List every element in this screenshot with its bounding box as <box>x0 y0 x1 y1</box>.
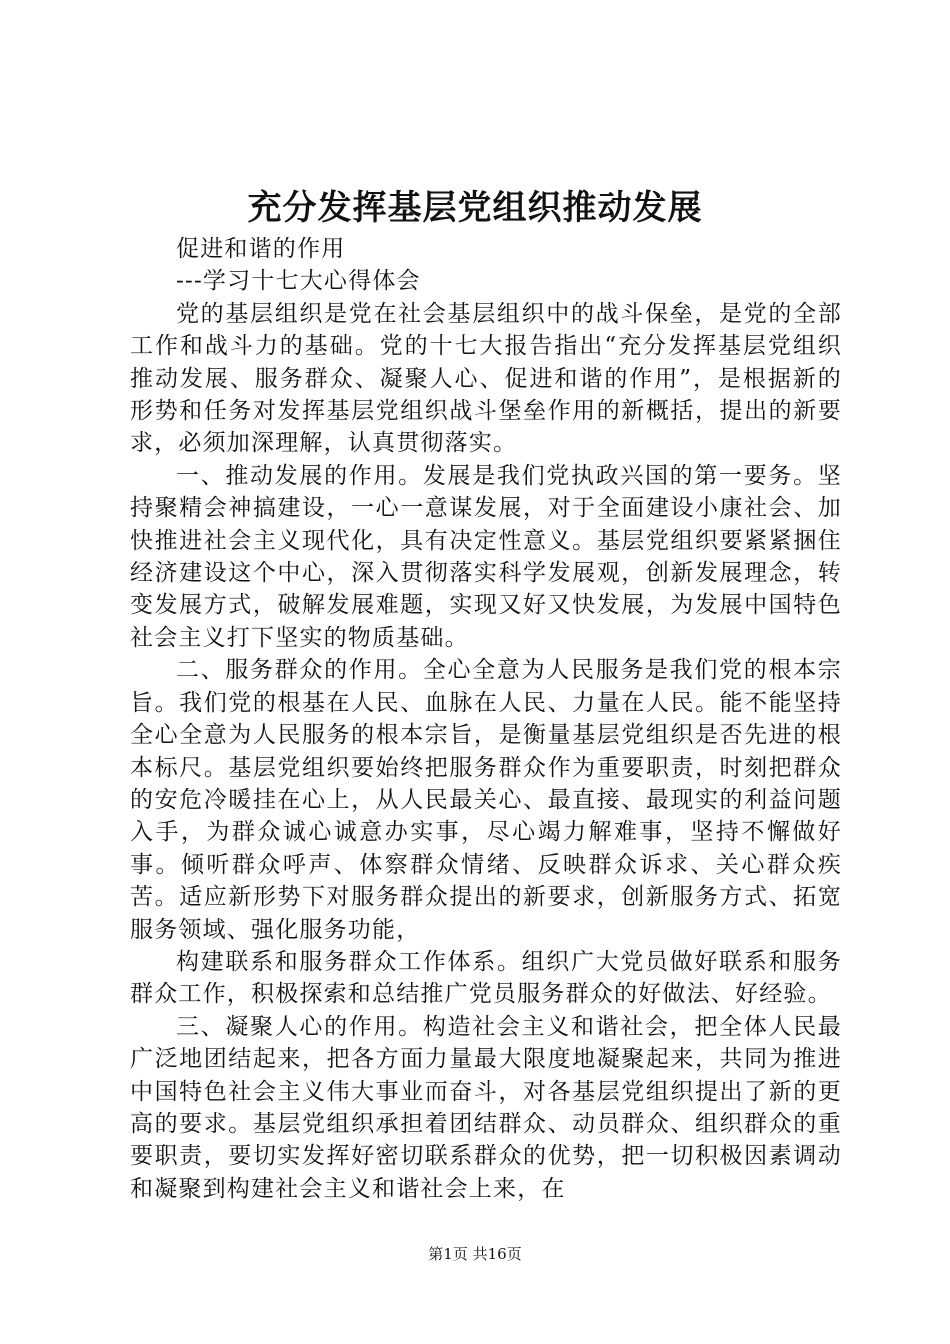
page-footer: 第1页 共16页 <box>428 1245 522 1263</box>
subtitle-line-2: ---学习十七大心得体会 <box>176 268 421 295</box>
body-paragraph-serve-masses: 二、服务群众的作用。全心全意为人民服务是我们党的根本宗旨。我们党的根基在人民、血脉在人民、力量在人民。能不能坚持全心全意为人民服务的根本宗旨，是衡量基层党组织是否先进的根本标尺。基层党组织要始终把服务群众作为重要职责，时刻把群众的安危冷暖挂在心上，从人民最关心、最直接、最现实的利益问题入手，为群众诚心诚意办实事，尽心竭力解难事，坚持不懈做好事。倾听群众呼声、体察群众情绪、反映群众诉求、关心群众疾苦。适应新形势下对服务群众提出的新要求，创新服务方式、拓宽服务领域、强化服务功能， <box>130 657 842 943</box>
body-paragraph-service-system: 构建联系和服务群众工作体系。组织广大党员做好联系和服务群众工作，积极探索和总结推广党员服务群众的好做法、好经验。 <box>130 948 842 1008</box>
body-paragraph-unite-hearts: 三、凝聚人心的作用。构造社会主义和谐社会，把全体人民最广泛地团结起来，把各方面力量最大限度地凝聚起来，共同为推进中国特色社会主义伟大事业而奋斗，对各基层党组织提出了新的更高的要求。基层党组织承担着团结群众、动员群众、组织群众的重要职责，要切实发挥好密切联系群众的优势，把一切积极因素调动和凝聚到构建社会主义和谐社会上来，在 <box>130 1013 842 1202</box>
body-paragraph-intro: 党的基层组织是党在社会基层组织中的战斗保垒，是党的全部工作和战斗力的基础。党的十七大报告指出“充分发挥基层党组织推动发展、服务群众、凝聚人心、促进和谐的作用”，是根据新的形势和任务对发挥基层党组织战斗堡垒作用的新概括，提出的新要求，必须加深理解，认真贯彻落实。 <box>130 300 842 457</box>
subtitle-line-1: 促进和谐的作用 <box>176 236 346 262</box>
document-body <box>130 233 842 1205</box>
body-paragraph-development: 一、推动发展的作用。发展是我们党执政兴国的第一要务。坚持聚精会神搞建设，一心一意谋发展，对于全面建设小康社会、加快推进社会主义现代化，具有决定性意义。基层党组织要紧紧捆住经济建设这个中心，深入贯彻落实科学发展观，创新发展理念，转变发展方式，破解发展难题，实现又好又快发展，为发展中国特色社会主义打下坚实的物质基础。 <box>130 462 842 651</box>
document-title: 充分发挥基层党组织推动发展 <box>247 188 703 228</box>
